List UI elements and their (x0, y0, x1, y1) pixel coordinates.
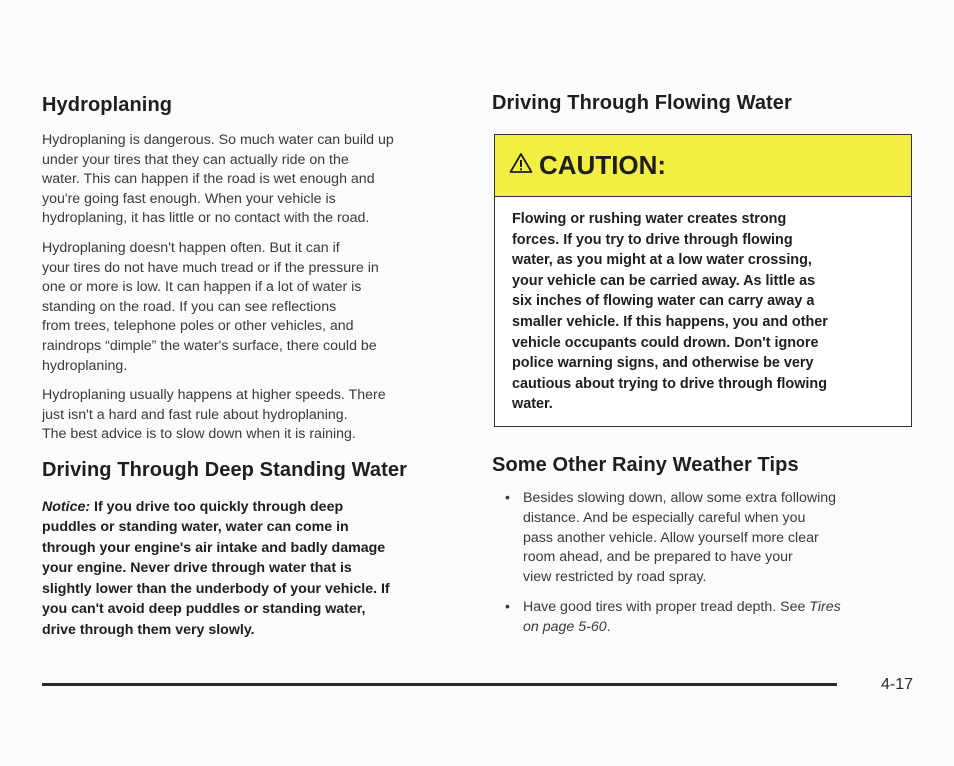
hydroplaning-heading: Hydroplaning (42, 94, 173, 116)
tires-page-reference-cont: on page 5-60 (523, 618, 607, 635)
caution-header (495, 135, 911, 197)
bullet-icon: • (505, 598, 510, 615)
rainy-tips-list (492, 489, 916, 638)
bullet-icon: • (505, 490, 510, 506)
notice-label: Notice: (42, 498, 91, 515)
warning-triangle-icon (509, 150, 539, 181)
page-number: 4-17 (881, 676, 914, 693)
right-column (492, 90, 916, 115)
caution-box (494, 134, 912, 427)
left-column (42, 90, 462, 640)
deep-water-heading: Driving Through Deep Standing Water (42, 458, 407, 481)
flowing-water-heading: Driving Through Flowing Water (492, 92, 792, 114)
caution-title: CAUTION: (539, 150, 667, 180)
rainy-tips-section (492, 454, 916, 638)
hydroplaning-paragraph-3: Hydroplaning usually happens at higher speeds. There just isn't a hard and fast rule about hydroplaning. The best advice is to slow down when it is raining. (42, 387, 386, 443)
tires-page-reference: Tires (809, 598, 841, 615)
footer-rule (42, 683, 837, 686)
hydroplaning-paragraph-1: Hydroplaning is dangerous. So much water can build up under your tires that they can actually ride on the water. This can happen if the road is wet enough and you're going fast enough. When your vehicle is hydroplaning, it has little or no contact with the road. (42, 132, 394, 227)
rainy-tips-heading: Some Other Rainy Weather Tips (492, 454, 799, 476)
hydroplaning-paragraph-2: Hydroplaning doesn't happen often. But it can if your tires do not have much tread or if the pressure in one or more is low. It can happen if a lot of water is standing on the road. If you can see reflections from trees, telephone poles or other vehicles, and raindrops “dimple” the water's surface, there could be hydroplaning. (42, 239, 379, 374)
list-item: • Have good tires with proper tread depth. See Tires on page 5-60. (505, 598, 841, 635)
deep-water-notice: Notice: If you drive too quickly through deep puddles or standing water, water can come in through your engine's air intake and badly damage your engine. Never drive through water that is slightly lower than the underbody of your vehicle. If you can't avoid deep puddles or standing water, drive through them very slowly. (42, 498, 390, 638)
list-item: • Besides slowing down, allow some extra following distance. And be especially careful when you pass another vehicle. Allow yourself more clear room ahead, and be prepared to have your view restricted by road spray. (505, 490, 837, 586)
caution-text: Flowing or rushing water creates strong forces. If you try to drive through flowing water, as you might at a low water crossing, your vehicle can be carried away. As little as six inches of flowing water can carry away a smaller vehicle. If this happens, you and other vehicle occupants could drown. Don't ignore police warning signs, and otherwise be very cautious about trying to drive through flowing water. (512, 211, 828, 413)
